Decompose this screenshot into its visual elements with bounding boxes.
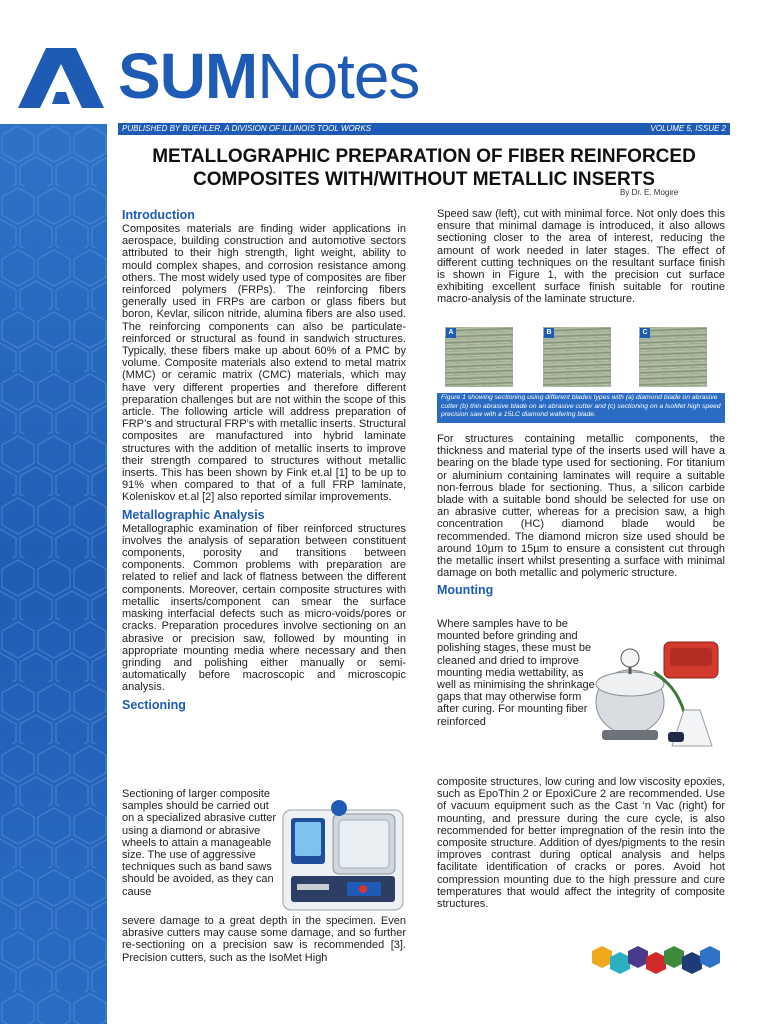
sidebar-pattern <box>0 124 107 1024</box>
paragraph: Speed saw (left), cut with minimal force. Not only does this ensure that minimal damage is introduced, it also allows sectioning closer to the area of interest, reducing the amount of work needed in later stages. The effect of different cutting techniques on the resultant surface finish is shown in Figure 1, with the precision cut surface exhibiting excellent surface finish suitable for routine macro-analysis of the laminate structure. <box>437 208 725 306</box>
figure-1 <box>437 327 725 393</box>
cutter-machine-image <box>277 790 409 918</box>
hexagon-pattern <box>0 124 107 1024</box>
mounting-continued <box>437 776 725 910</box>
vacuum-system-image <box>588 632 728 752</box>
paragraph: Composites materials are finding wider applications in aerospace, building construction and automotive sectors attributed to their high strength, light weight, ability to mould complex shapes, and corrosion resistance among others. The most widely used type of composites are fiber reinforced polymers (FRPs). The reinforcing fibers generally used in FRPs are carbon or glass fibers but boron, Kevlar, silicon nitride, alumina fibers are also used. The reinforcing components can also be particulate-reinforced or structural as found in sandwich structures. Typically, these fibers make up about 60% of a PMC by volume. Composite materials also extend to metal matrix (MMC) or ceramic matrix (CMC) materials, which may have very different properties and therefore different preparation challenges but are not within the scope of this article. The following article will address preparation of FRP’s and structural FRP’s with metallic inserts. Structural composites are manufactured into hybrid laminate structures with the addition of metallic inserts to improve their strength compared to structures without metallic inserts. This has been shown by Fink et.al [1] to be up to 91% when compared to that of a full FRP laminate, Koleniskov et.al [2] also reported similar improvements. <box>122 223 406 504</box>
figure-panel-c: C <box>639 327 707 387</box>
paragraph: For structures containing metallic components, the thickness and material type of the inserts used will have a bearing on the blade type used for sectioning. For titanium or aluminium containing laminates will require a suitable non-ferrous blade for sectioning. Thus, a silicon carbide blade with a suitable bond should be selected for use on an abrasive cutter, whereas for a precision saw, a high concentration (HC) diamond blade would be recommended. The diamond micron size used should be around 10µm to 15µm to ensure a consistent cut through the metallic insert whilst presenting a surface with minimal damage on both metallic and polymeric structure. <box>437 433 725 580</box>
volume-text: VOLUME 5, ISSUE 2 <box>650 124 726 133</box>
paragraph: Where samples have to be mounted before grinding and polishing stages, these must be cleaned and dried to improve mounting media wettability, as well as minimising the shrinkage gaps that may otherwise form after curing. For mounting fiber reinforced <box>437 618 595 728</box>
section-heading: Metallographic Analysis <box>122 507 265 522</box>
figure-caption: Figure 1 showing sectioning using different blades types with (a) diamond blade on abrasive cutter (b) thin abrasive blade on an abrasive cutter and (c) sectioning on a IsoMet high speed precision saw with a 15LC diamond wafering blade. <box>437 393 725 423</box>
paragraph: Sectioning of larger composite samples should be carried out on a specialized abrasive cutter using a diamond or abrasive wheels to attain a manageable size. The use of aggressive techniques such as band saws should be avoided, as they can cause <box>122 788 277 898</box>
logo-icon <box>18 46 104 112</box>
article-title: METALLOGRAPHIC PREPARATION OF FIBER REINFORCED COMPOSITES WITH/WITHOUT METALLIC INSERTS <box>152 146 696 190</box>
section-heading: Introduction <box>122 208 195 222</box>
publisher-bar <box>118 123 730 135</box>
sectioning-continued <box>122 915 406 964</box>
mounting-wrap-text <box>437 618 597 728</box>
paragraph: severe damage to a great depth in the specimen. Even abrasive cutters may cause some damage, and so further re-sectioning on a precision saw is recommended [3]. Precision cutters, such as the IsoMet High <box>122 915 406 964</box>
sectioning-wrap-text <box>122 788 282 898</box>
section-heading: Mounting <box>437 583 494 598</box>
column-right-top <box>437 208 725 306</box>
publisher-text: PUBLISHED BY BUEHLER, A DIVISION OF ILLINOIS TOOL WORKS <box>122 124 372 133</box>
paragraph: Metallographic examination of fiber reinforced structures involves the analysis of separation between constituent components, porosity and transitions between components. Common problems with preparation are related to relief and lack of flatness between the different components. Moreover, certain composite structures with metallic inserts/component can smear the surface masking interfacial defects such as micro-voids/pores or cracks. Preparation procedures involve sectioning on an abrasive or precision saw, followed by mounting in appropriate mounting media where necessary and then grinding and polishing either manually or semi-automatically before macroscopic and microscopic analysis. <box>122 522 406 694</box>
brand-title: SUMNotes <box>118 40 420 112</box>
column-left <box>122 208 406 713</box>
figure-panel-a: A <box>445 327 513 387</box>
process-icons <box>590 940 726 976</box>
byline: By Dr. E. Mogire <box>620 188 679 197</box>
figure-panel-b: B <box>543 327 611 387</box>
column-right-metallic <box>437 433 725 598</box>
section-heading: Sectioning <box>122 697 186 712</box>
paragraph: composite structures, low curing and low viscosity epoxies, such as EpoThin 2 or EpoxiCure 2 are recommended. Use of vacuum equipment such as the Cast ‘n Vac (right) for mounting, and pressure during the cure cycle, is also recommended for better impregnation of the resin into the composite structure. Addition of dyes/pigments to the resin improves contrast during optical analysis and helps facilitate identification of cracks or pores. Avoid hot compression mounting due to the high pressure and cure temperatures that would affect the integrity of composite structures. <box>437 776 725 911</box>
